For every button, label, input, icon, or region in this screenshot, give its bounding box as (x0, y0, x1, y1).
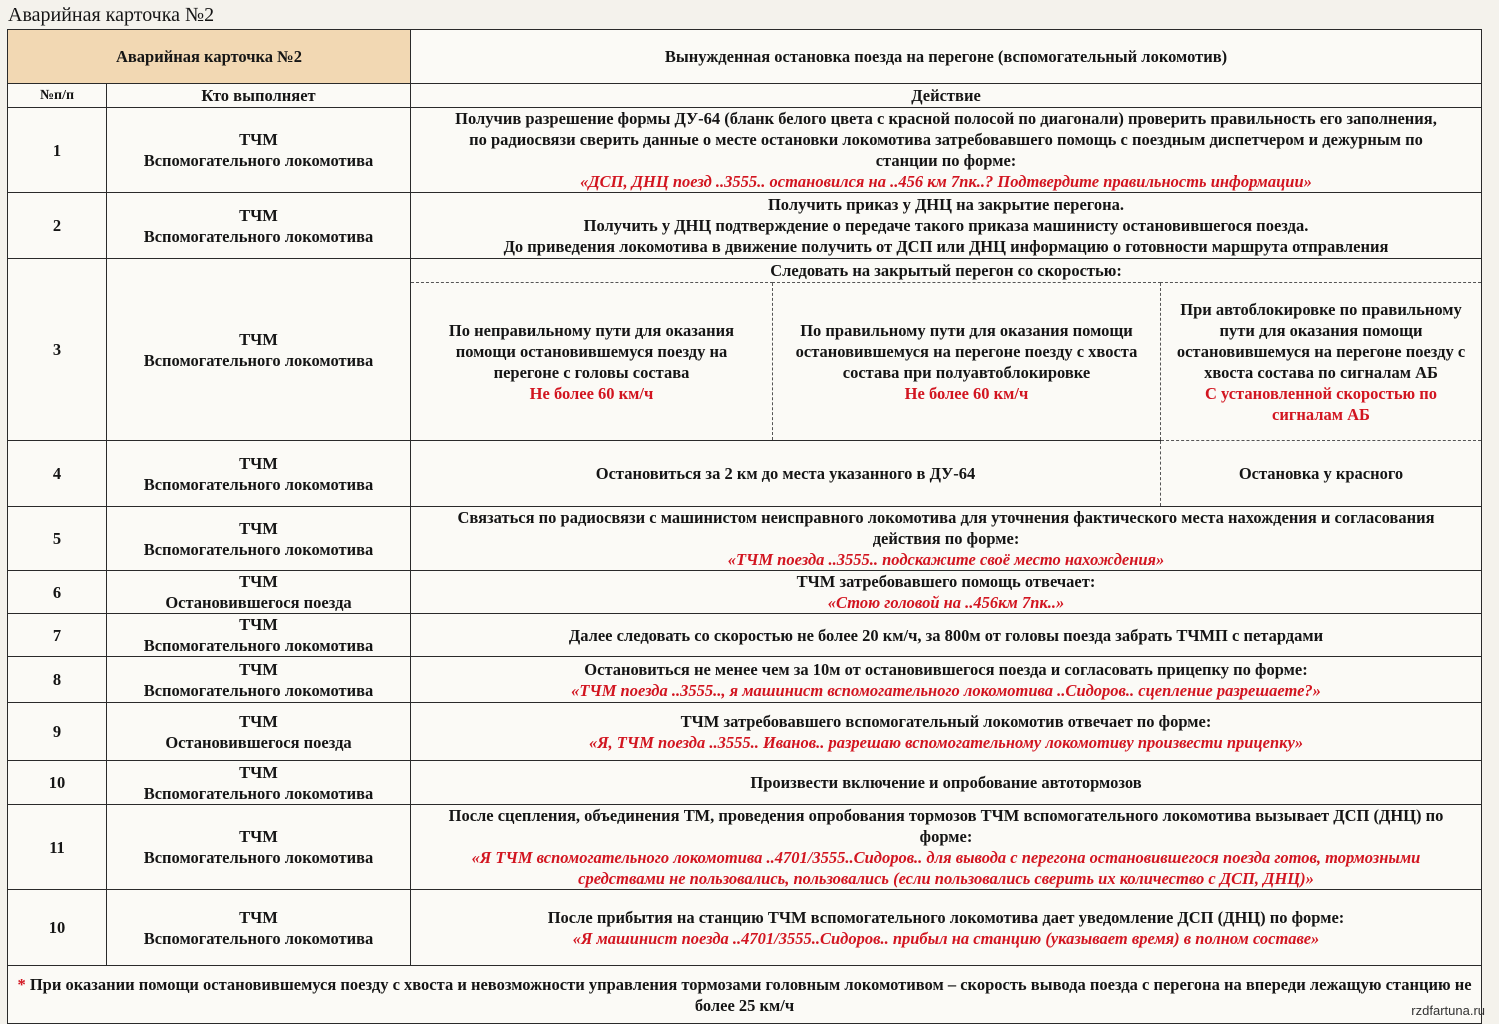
executor-cell (107, 441, 411, 507)
row-number: 3 (8, 259, 107, 441)
executor-unit: Остановившегося поезда (165, 732, 352, 752)
speed-option-wrong-track (411, 283, 773, 441)
executor-role: ТЧМ (239, 518, 278, 538)
action-text: Далее следовать со скоростью не более 20 км/ч, за 800м от головы поезда забрать ТЧМП с петардами (411, 614, 1482, 657)
executor-role: ТЧМ (239, 572, 278, 591)
executor-unit: Вспомогательного локомотива (143, 226, 374, 246)
row-number: 6 (8, 571, 107, 614)
executor-unit: Вспомогательного локомотива (143, 474, 374, 494)
table-row (8, 761, 1482, 805)
action-text: Остановиться не менее чем за 10м от остановившегося поезда и согласовать прицепку по форме: (584, 659, 1308, 679)
executor-cell (107, 657, 411, 703)
row-number: 2 (8, 193, 107, 259)
action-text: После прибытия на станцию ТЧМ вспомогательного локомотива дает уведомление ДСП (ДНЦ) по форме: (547, 907, 1345, 927)
option-limit: Не более 60 км/ч (904, 383, 1029, 403)
action-cell (411, 890, 1482, 966)
action-cell (411, 805, 1482, 890)
table-row (8, 805, 1482, 890)
footer-text: При оказании помощи остановившемуся поезду с хвоста и невозможности управления тормозами головным локомотивом – скорость вывода поезда с перегона на впереди лежащую станцию не более 25 км/ч (29, 974, 1472, 1015)
action-cell (411, 193, 1482, 259)
radio-phrase: «ТЧМ поезда ..3555.. подскажите своё место нахождения» (727, 550, 1165, 569)
executor-unit: Вспомогательного локомотива (143, 783, 374, 803)
row-number: 4 (8, 441, 107, 507)
row-number: 7 (8, 614, 107, 657)
action-text: Остановиться за 2 км до места указанного в ДУ-64 (411, 441, 1161, 507)
option-limit: Не более 60 км/ч (529, 383, 654, 403)
executor-role: ТЧМ (239, 329, 278, 349)
executor-unit: Вспомогательного локомотива (143, 350, 374, 370)
executor-unit: Вспомогательного локомотива (143, 539, 374, 559)
executor-unit: Вспомогательного локомотива (143, 928, 374, 948)
executor-role: ТЧМ (239, 659, 278, 679)
speed-option-semi-auto (773, 283, 1161, 441)
page-title: Аварийная карточка №2 (8, 4, 215, 26)
table-row (8, 571, 1482, 614)
table-row (8, 507, 1482, 571)
footer-row (8, 966, 1482, 1024)
speed-heading: Следовать на закрытый перегон со скоростью: (411, 259, 1482, 283)
executor-role: ТЧМ (239, 205, 278, 225)
action-cell (411, 571, 1482, 614)
option-text: По правильному пути для оказания помощи остановившемуся на перегоне поезду с хвоста состава при полуавтоблокировке (795, 320, 1138, 382)
row-number: 10 (8, 890, 107, 966)
table-row (8, 441, 1482, 507)
row-number: 1 (8, 108, 107, 193)
executor-unit: Вспомогательного локомотива (143, 848, 374, 867)
col-who-header: Кто выполняет (107, 84, 411, 108)
row-number: 9 (8, 703, 107, 761)
action-text: Получить приказ у ДНЦ на закрытие перегона. (767, 195, 1125, 214)
table-row (8, 614, 1482, 657)
card-title: Аварийная карточка №2 (8, 30, 411, 84)
executor-role: ТЧМ (239, 762, 278, 782)
table-row (8, 108, 1482, 193)
option-text: При автоблокировке по правильному пути для оказания помощи остановившемуся на перегоне поезду с хвоста состава по сигналам АБ (1176, 299, 1466, 382)
executor-role: ТЧМ (239, 615, 278, 634)
col-action-header: Действие (411, 84, 1482, 108)
action-cell (411, 507, 1482, 571)
stop-at-red-cell: Остановка у красного (1161, 441, 1482, 507)
radio-phrase: «Я машинист поезда ..4701/3555..Сидоров.. прибыл на станцию (указывает время) в полном составе» (572, 928, 1320, 948)
executor-cell (107, 761, 411, 805)
radio-phrase: «Стою головой на ..456км 7пк..» (827, 593, 1065, 612)
table-row (8, 259, 1482, 283)
row-number: 8 (8, 657, 107, 703)
radio-phrase: «ДСП, ДНЦ поезд ..3555.. остановился на ..456 км 7пк..? Подтвердите правильность информации» (580, 172, 1312, 191)
executor-cell (107, 193, 411, 259)
executor-role: ТЧМ (239, 907, 278, 927)
table-row (8, 703, 1482, 761)
row-number: 11 (8, 805, 107, 890)
executor-role: ТЧМ (239, 827, 278, 846)
executor-unit: Вспомогательного локомотива (143, 636, 374, 655)
action-text: Получив разрешение формы ДУ-64 (бланк белого цвета с красной полосой по диагонали) проверить правильность его заполнения, по радиосвязи сверить данные о месте остановки локомотива затребовавшего помощь с поездным диспетчером и дежурным по станции по форме: (455, 109, 1437, 170)
table-row (8, 657, 1482, 703)
col-num-header: №п/п (8, 84, 107, 108)
row-number: 5 (8, 507, 107, 571)
table-row (8, 193, 1482, 259)
header-row-columns (8, 84, 1482, 108)
executor-cell (107, 703, 411, 761)
option-limit: С установленной скоростью по сигналам АБ (1204, 383, 1438, 424)
executor-role: ТЧМ (239, 453, 278, 473)
executor-cell (107, 890, 411, 966)
option-text: По неправильному пути для оказания помощи остановившемуся поезду на перегоне с головы состава (448, 320, 735, 382)
radio-phrase: «Я ТЧМ вспомогательного локомотива ..4701/3555..Сидоров.. для вывода с перегона остановившегося поезда готов, тормозными средствами не пользовались, пользовались (если пользовались сверить их количество с ДСП, ДНЦ)» (471, 848, 1421, 888)
executor-cell (107, 614, 411, 657)
executor-cell (107, 805, 411, 890)
footer-star: * (17, 974, 26, 994)
executor-unit: Вспомогательного локомотива (143, 151, 374, 170)
executor-unit: Вспомогательного локомотива (143, 680, 374, 700)
header-row-title (8, 30, 1482, 84)
radio-phrase: «Я, ТЧМ поезда ..3555.. Иванов.. разрешаю вспомогательному локомотиву произвести прицепку» (588, 732, 1304, 752)
watermark: rzdfartuna.ru (1411, 1003, 1485, 1018)
footer-note (8, 966, 1482, 1024)
executor-cell (107, 108, 411, 193)
radio-phrase: «ТЧМ поезда ..3555.., я машинист вспомогательного локомотива ..Сидоров.. сцепление разрешаете?» (571, 680, 1321, 700)
executor-role: ТЧМ (239, 130, 278, 149)
action-text: До приведения локомотива в движение получить от ДСП или ДНЦ информацию о готовности маршрута отправления (503, 237, 1389, 256)
executor-role: ТЧМ (239, 711, 278, 731)
action-text: Получить у ДНЦ подтверждение о передаче такого приказа машинисту остановившегося поезда. (583, 216, 1309, 235)
action-cell (411, 703, 1482, 761)
executor-cell (107, 507, 411, 571)
table-row (8, 890, 1482, 966)
situation-title: Вынужденная остановка поезда на перегоне (вспомогательный локомотив) (411, 30, 1482, 84)
emergency-card-table (7, 29, 1482, 1024)
executor-unit: Остановившегося поезда (165, 593, 352, 612)
executor-cell (107, 571, 411, 614)
action-cell (411, 108, 1482, 193)
row-number: 10 (8, 761, 107, 805)
action-text: После сцепления, объединения ТМ, проведения опробования тормозов ТЧМ вспомогательного локомотива вызывает ДСП (ДНЦ) по форме: (448, 806, 1444, 846)
action-text: Связаться по радиосвязи с машинистом неисправного локомотива для уточнения фактического места нахождения и согласования действия по форме: (457, 508, 1435, 548)
action-text: Произвести включение и опробование автотормозов (411, 761, 1482, 805)
action-text: ТЧМ затребовавшего помощь отвечает: (796, 572, 1096, 591)
executor-cell (107, 259, 411, 441)
speed-option-auto-block (1161, 283, 1482, 441)
action-cell (411, 657, 1482, 703)
action-text: ТЧМ затребовавшего вспомогательный локомотив отвечает по форме: (680, 711, 1212, 731)
